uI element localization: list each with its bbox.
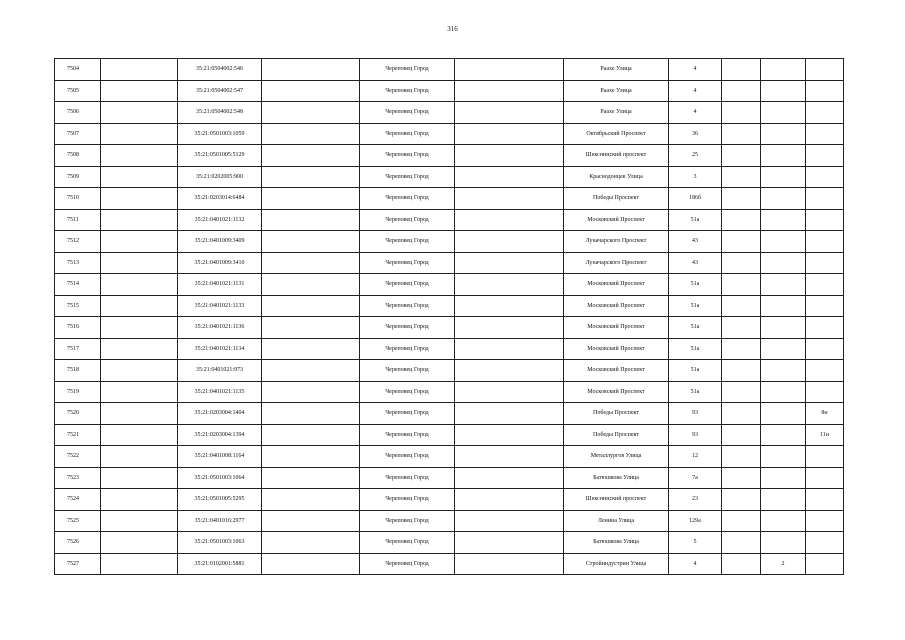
premises-cell (806, 252, 844, 274)
empty-cell (101, 274, 178, 296)
premises-cell (806, 489, 844, 511)
registry-table (54, 58, 844, 575)
table-row (55, 188, 844, 210)
empty-cell (101, 403, 178, 425)
cadastral-number-cell: 35:21:0401021:1135 (178, 381, 262, 403)
record-number-cell: 7525 (55, 510, 101, 532)
street-cell: Московский Проспект (564, 274, 669, 296)
building-cell (761, 381, 806, 403)
house-number-cell: 5 (669, 532, 722, 554)
house-number-cell: 3 (669, 166, 722, 188)
empty-cell (722, 467, 761, 489)
cadastral-number-cell: 35:21:0501003:1063 (178, 532, 262, 554)
empty-cell (722, 381, 761, 403)
street-cell: Шекснинский проспект (564, 489, 669, 511)
premises-cell (806, 510, 844, 532)
building-cell (761, 123, 806, 145)
house-number-cell: 51а (669, 381, 722, 403)
empty-cell (262, 553, 360, 575)
record-number-cell: 7510 (55, 188, 101, 210)
empty-cell (101, 317, 178, 339)
cadastral-number-cell: 35:21:0203014:6484 (178, 188, 262, 210)
street-cell: Ленина Улица (564, 510, 669, 532)
record-number-cell: 7507 (55, 123, 101, 145)
record-number-cell: 7505 (55, 80, 101, 102)
empty-cell (101, 446, 178, 468)
empty-cell (101, 532, 178, 554)
record-number-cell: 7518 (55, 360, 101, 382)
building-cell (761, 446, 806, 468)
street-cell: Луначарского Проспект (564, 231, 669, 253)
street-cell: Луначарского Проспект (564, 252, 669, 274)
city-cell: Череповец Город (360, 80, 455, 102)
building-cell (761, 360, 806, 382)
cadastral-number-cell: 35:21:0401021:1132 (178, 209, 262, 231)
empty-cell (101, 252, 178, 274)
house-number-cell: 7а (669, 467, 722, 489)
premises-cell (806, 188, 844, 210)
empty-cell (455, 123, 564, 145)
table-row (55, 424, 844, 446)
table-row (55, 295, 844, 317)
city-cell: Череповец Город (360, 166, 455, 188)
street-cell: Московский Проспект (564, 295, 669, 317)
empty-cell (262, 532, 360, 554)
street-cell: Московский Проспект (564, 360, 669, 382)
cadastral-number-cell: 35:21:0401021:1134 (178, 338, 262, 360)
city-cell: Череповец Город (360, 403, 455, 425)
empty-cell (722, 360, 761, 382)
city-cell: Череповец Город (360, 489, 455, 511)
empty-cell (722, 510, 761, 532)
table-row (55, 317, 844, 339)
empty-cell (262, 446, 360, 468)
empty-cell (455, 489, 564, 511)
building-cell (761, 532, 806, 554)
premises-cell (806, 467, 844, 489)
empty-cell (101, 553, 178, 575)
street-cell: Победы Проспект (564, 188, 669, 210)
premises-cell: 11н (806, 424, 844, 446)
record-number-cell: 7504 (55, 59, 101, 81)
house-number-cell: 51а (669, 338, 722, 360)
record-number-cell: 7508 (55, 145, 101, 167)
record-number-cell: 7523 (55, 467, 101, 489)
premises-cell (806, 338, 844, 360)
building-cell (761, 510, 806, 532)
record-number-cell: 7509 (55, 166, 101, 188)
city-cell: Череповец Город (360, 510, 455, 532)
street-cell: Московский Проспект (564, 381, 669, 403)
city-cell: Череповец Город (360, 338, 455, 360)
city-cell: Череповец Город (360, 532, 455, 554)
empty-cell (455, 403, 564, 425)
street-cell: Батюшкова Улица (564, 532, 669, 554)
empty-cell (101, 510, 178, 532)
record-number-cell: 7517 (55, 338, 101, 360)
street-cell: Батюшкова Улица (564, 467, 669, 489)
table-row (55, 59, 844, 81)
empty-cell (262, 467, 360, 489)
table-row (55, 102, 844, 124)
table-row (55, 446, 844, 468)
premises-cell (806, 381, 844, 403)
empty-cell (722, 532, 761, 554)
city-cell: Череповец Город (360, 252, 455, 274)
empty-cell (262, 295, 360, 317)
empty-cell (722, 274, 761, 296)
city-cell: Череповец Город (360, 381, 455, 403)
empty-cell (455, 166, 564, 188)
cadastral-number-cell: 35:21:0203004:1404 (178, 403, 262, 425)
record-number-cell: 7515 (55, 295, 101, 317)
building-cell (761, 338, 806, 360)
empty-cell (101, 123, 178, 145)
record-number-cell: 7514 (55, 274, 101, 296)
empty-cell (722, 553, 761, 575)
cadastral-number-cell: 35:21:0401021:1133 (178, 295, 262, 317)
house-number-cell: 4 (669, 553, 722, 575)
house-number-cell: 51а (669, 295, 722, 317)
empty-cell (101, 59, 178, 81)
empty-cell (262, 231, 360, 253)
empty-cell (722, 59, 761, 81)
city-cell: Череповец Город (360, 424, 455, 446)
city-cell: Череповец Город (360, 209, 455, 231)
cadastral-number-cell: 35:21:0202005:900 (178, 166, 262, 188)
empty-cell (722, 489, 761, 511)
city-cell: Череповец Город (360, 553, 455, 575)
record-number-cell: 7513 (55, 252, 101, 274)
premises-cell (806, 145, 844, 167)
premises-cell (806, 80, 844, 102)
building-cell (761, 80, 806, 102)
building-cell (761, 252, 806, 274)
empty-cell (455, 467, 564, 489)
premises-cell (806, 166, 844, 188)
empty-cell (262, 510, 360, 532)
empty-cell (262, 145, 360, 167)
cadastral-number-cell: 35:21:0501003:1059 (178, 123, 262, 145)
house-number-cell: 186б (669, 188, 722, 210)
building-cell (761, 102, 806, 124)
empty-cell (722, 166, 761, 188)
empty-cell (455, 209, 564, 231)
empty-cell (722, 424, 761, 446)
house-number-cell: 4 (669, 102, 722, 124)
table-row (55, 145, 844, 167)
empty-cell (262, 59, 360, 81)
building-cell (761, 274, 806, 296)
table-row (55, 489, 844, 511)
empty-cell (262, 80, 360, 102)
table-row (55, 532, 844, 554)
registry-table-body (55, 59, 844, 575)
building-cell (761, 59, 806, 81)
empty-cell (455, 295, 564, 317)
street-cell: Московский Проспект (564, 338, 669, 360)
empty-cell (455, 553, 564, 575)
house-number-cell: 25 (669, 145, 722, 167)
building-cell: 2 (761, 553, 806, 575)
empty-cell (722, 338, 761, 360)
empty-cell (455, 510, 564, 532)
empty-cell (262, 274, 360, 296)
empty-cell (722, 188, 761, 210)
street-cell: Московский Проспект (564, 317, 669, 339)
premises-cell (806, 231, 844, 253)
empty-cell (455, 102, 564, 124)
empty-cell (455, 274, 564, 296)
empty-cell (101, 102, 178, 124)
premises-cell: 8н (806, 403, 844, 425)
street-cell: Октябрьский Проспект (564, 123, 669, 145)
empty-cell (262, 166, 360, 188)
empty-cell (262, 209, 360, 231)
house-number-cell: 51а (669, 274, 722, 296)
house-number-cell: 51а (669, 317, 722, 339)
city-cell: Череповец Город (360, 446, 455, 468)
table-row (55, 403, 844, 425)
table-row (55, 231, 844, 253)
cadastral-number-cell: 35:21:0504002:548 (178, 102, 262, 124)
house-number-cell: 43 (669, 252, 722, 274)
cadastral-number-cell: 35:21:0501005:5295 (178, 489, 262, 511)
street-cell: Победы Проспект (564, 424, 669, 446)
empty-cell (455, 338, 564, 360)
street-cell: Раахе Улица (564, 59, 669, 81)
record-number-cell: 7527 (55, 553, 101, 575)
empty-cell (262, 338, 360, 360)
city-cell: Череповец Город (360, 59, 455, 81)
empty-cell (101, 209, 178, 231)
empty-cell (262, 424, 360, 446)
record-number-cell: 7520 (55, 403, 101, 425)
house-number-cell: 43 (669, 231, 722, 253)
cadastral-number-cell: 35:21:0401008:1164 (178, 446, 262, 468)
city-cell: Череповец Город (360, 123, 455, 145)
table-row (55, 80, 844, 102)
street-cell: Металлургов Улица (564, 446, 669, 468)
record-number-cell: 7506 (55, 102, 101, 124)
cadastral-number-cell: 35:21:0401021:1131 (178, 274, 262, 296)
empty-cell (101, 338, 178, 360)
house-number-cell: 4 (669, 80, 722, 102)
empty-cell (722, 317, 761, 339)
building-cell (761, 424, 806, 446)
empty-cell (455, 80, 564, 102)
empty-cell (722, 102, 761, 124)
cadastral-number-cell: 35:21:0102001:5881 (178, 553, 262, 575)
street-cell: Раахе Улица (564, 102, 669, 124)
empty-cell (101, 145, 178, 167)
table-row (55, 360, 844, 382)
house-number-cell: 93 (669, 424, 722, 446)
empty-cell (455, 145, 564, 167)
record-number-cell: 7524 (55, 489, 101, 511)
table-row (55, 166, 844, 188)
empty-cell (262, 489, 360, 511)
city-cell: Череповец Город (360, 231, 455, 253)
cadastral-number-cell: 35:21:0401009:3410 (178, 252, 262, 274)
premises-cell (806, 532, 844, 554)
empty-cell (722, 252, 761, 274)
record-number-cell: 7526 (55, 532, 101, 554)
cadastral-number-cell: 35:21:0401021:1136 (178, 317, 262, 339)
street-cell: Раахе Улица (564, 80, 669, 102)
street-cell: Шекснинский проспект (564, 145, 669, 167)
empty-cell (455, 231, 564, 253)
premises-cell (806, 102, 844, 124)
street-cell: Краснодонцев Улица (564, 166, 669, 188)
empty-cell (101, 295, 178, 317)
record-number-cell: 7516 (55, 317, 101, 339)
house-number-cell: 36 (669, 123, 722, 145)
house-number-cell: 51а (669, 360, 722, 382)
premises-cell (806, 360, 844, 382)
house-number-cell: 4 (669, 59, 722, 81)
street-cell: Победы Проспект (564, 403, 669, 425)
record-number-cell: 7519 (55, 381, 101, 403)
city-cell: Череповец Город (360, 274, 455, 296)
house-number-cell: 93 (669, 403, 722, 425)
building-cell (761, 209, 806, 231)
street-cell: Стройиндустрии Улица (564, 553, 669, 575)
empty-cell (262, 360, 360, 382)
city-cell: Череповец Город (360, 188, 455, 210)
empty-cell (455, 424, 564, 446)
empty-cell (101, 188, 178, 210)
premises-cell (806, 446, 844, 468)
table-row (55, 338, 844, 360)
empty-cell (101, 489, 178, 511)
empty-cell (455, 446, 564, 468)
page-number: 316 (447, 25, 458, 33)
empty-cell (101, 80, 178, 102)
cadastral-number-cell: 35:21:0501005:5129 (178, 145, 262, 167)
empty-cell (262, 252, 360, 274)
cadastral-number-cell: 35:21:0504002:546 (178, 59, 262, 81)
empty-cell (722, 231, 761, 253)
premises-cell (806, 59, 844, 81)
premises-cell (806, 123, 844, 145)
empty-cell (101, 166, 178, 188)
empty-cell (455, 59, 564, 81)
city-cell: Череповец Город (360, 360, 455, 382)
building-cell (761, 317, 806, 339)
cadastral-number-cell: 35:21:0203004:1394 (178, 424, 262, 446)
table-row (55, 381, 844, 403)
building-cell (761, 231, 806, 253)
record-number-cell: 7511 (55, 209, 101, 231)
empty-cell (722, 295, 761, 317)
cadastral-number-cell: 35:21:0504002:547 (178, 80, 262, 102)
building-cell (761, 166, 806, 188)
empty-cell (262, 123, 360, 145)
empty-cell (101, 467, 178, 489)
empty-cell (722, 403, 761, 425)
premises-cell (806, 295, 844, 317)
empty-cell (722, 209, 761, 231)
building-cell (761, 489, 806, 511)
building-cell (761, 145, 806, 167)
cadastral-number-cell: 35:21:0401021:973 (178, 360, 262, 382)
empty-cell (722, 123, 761, 145)
record-number-cell: 7522 (55, 446, 101, 468)
premises-cell (806, 274, 844, 296)
building-cell (761, 403, 806, 425)
cadastral-number-cell: 35:21:0401009:3409 (178, 231, 262, 253)
city-cell: Череповец Город (360, 295, 455, 317)
empty-cell (455, 188, 564, 210)
empty-cell (101, 381, 178, 403)
empty-cell (262, 102, 360, 124)
house-number-cell: 12 (669, 446, 722, 468)
empty-cell (455, 532, 564, 554)
table-row (55, 467, 844, 489)
table-row (55, 274, 844, 296)
empty-cell (722, 446, 761, 468)
empty-cell (101, 231, 178, 253)
cadastral-number-cell: 35:21:0501003:1064 (178, 467, 262, 489)
premises-cell (806, 209, 844, 231)
record-number-cell: 7512 (55, 231, 101, 253)
empty-cell (262, 188, 360, 210)
table-row (55, 123, 844, 145)
cadastral-number-cell: 35:21:0401016:2977 (178, 510, 262, 532)
building-cell (761, 188, 806, 210)
empty-cell (455, 317, 564, 339)
table-row (55, 510, 844, 532)
empty-cell (455, 360, 564, 382)
table-row (55, 209, 844, 231)
empty-cell (262, 403, 360, 425)
house-number-cell: 51а (669, 209, 722, 231)
house-number-cell: 129а (669, 510, 722, 532)
empty-cell (101, 424, 178, 446)
city-cell: Череповец Город (360, 102, 455, 124)
city-cell: Череповец Город (360, 317, 455, 339)
record-number-cell: 7521 (55, 424, 101, 446)
table-row (55, 252, 844, 274)
table-row (55, 553, 844, 575)
empty-cell (101, 360, 178, 382)
empty-cell (455, 252, 564, 274)
empty-cell (262, 317, 360, 339)
empty-cell (722, 145, 761, 167)
city-cell: Череповец Город (360, 467, 455, 489)
empty-cell (262, 381, 360, 403)
house-number-cell: 23 (669, 489, 722, 511)
building-cell (761, 295, 806, 317)
empty-cell (455, 381, 564, 403)
city-cell: Череповец Город (360, 145, 455, 167)
premises-cell (806, 317, 844, 339)
street-cell: Московский Проспект (564, 209, 669, 231)
premises-cell (806, 553, 844, 575)
building-cell (761, 467, 806, 489)
empty-cell (722, 80, 761, 102)
